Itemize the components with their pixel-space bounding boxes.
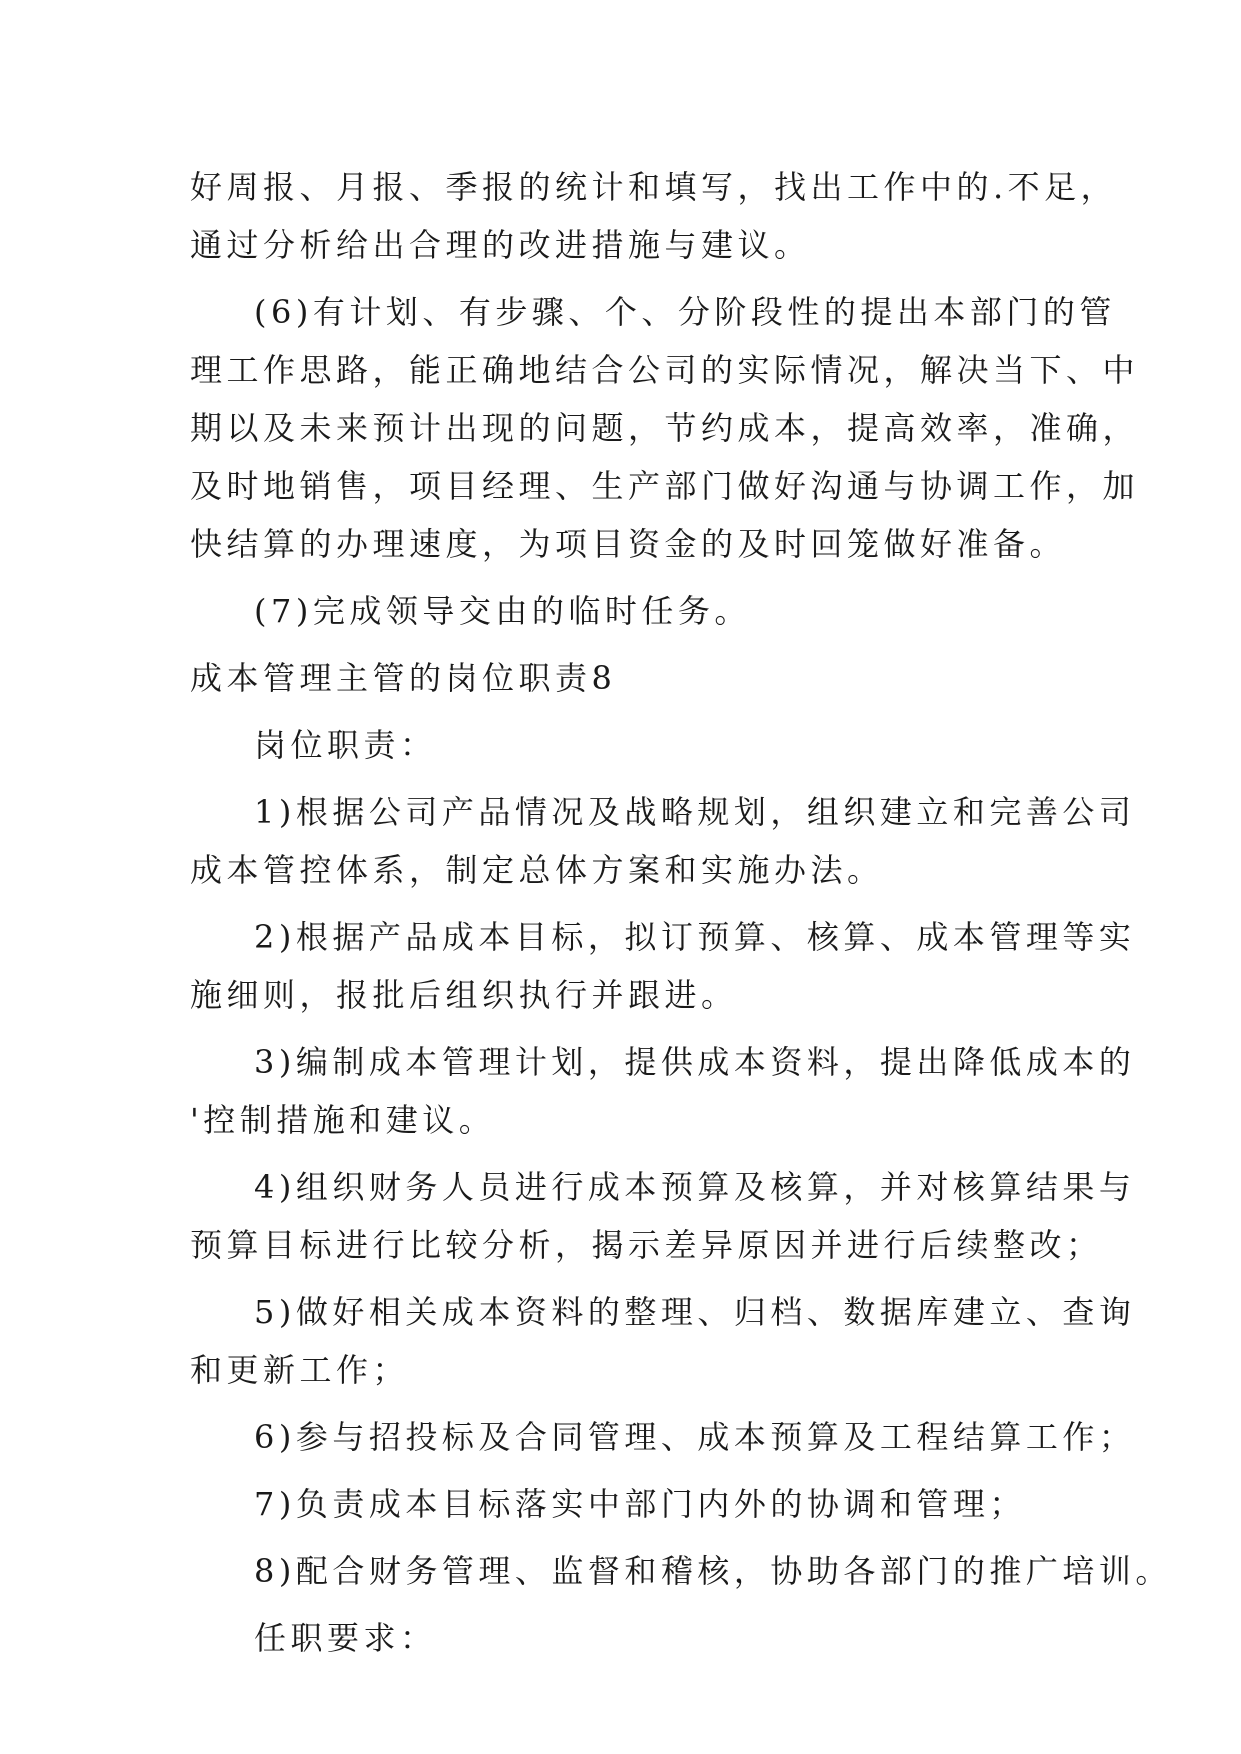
text-line: 及时地销售，项目经理、生产部门做好沟通与协调工作，加 — [190, 467, 1140, 505]
document-body — [190, 158, 1172, 1676]
text-line: 3)编制成本管理计划，提供成本资料，提出降低成本的 — [254, 1043, 1136, 1081]
text-line: 理工作思路，能正确地结合公司的实际情况，解决当下、中 — [190, 351, 1140, 389]
text-line: 4)组织财务人员进行成本预算及核算，并对核算结果与 — [254, 1168, 1136, 1206]
paragraph — [190, 283, 1140, 573]
paragraph — [190, 1475, 1070, 1533]
text-line: 8)配合财务管理、监督和稽核，协助各部门的推广培训。 — [254, 1552, 1172, 1590]
text-line: 岗位职责： — [254, 726, 437, 764]
paragraph — [190, 582, 1070, 640]
text-line: 1)根据公司产品情况及战略规划，组织建立和完善公司 — [254, 793, 1136, 831]
text-line: 5)做好相关成本资料的整理、归档、数据库建立、查询 — [254, 1293, 1136, 1331]
paragraph — [190, 783, 1136, 899]
text-line: 和更新工作； — [190, 1351, 410, 1389]
paragraph — [190, 1609, 1070, 1667]
paragraph — [190, 1408, 1136, 1466]
text-line: 任职要求： — [254, 1619, 437, 1657]
text-line: 成本管控体系，制定总体方案和实施办法。 — [190, 851, 884, 889]
text-line: 施细则，报批后组织执行并跟进。 — [190, 976, 738, 1014]
paragraph — [190, 1158, 1136, 1274]
text-line: '控制措施和建议。 — [190, 1101, 496, 1139]
paragraph — [190, 908, 1136, 1024]
paragraph — [190, 158, 1118, 274]
heading-text: 成本管理主管的岗位职责8 — [190, 659, 617, 697]
text-line: 通过分析给出合理的改进措施与建议。 — [190, 226, 811, 264]
text-line: (6)有计划、有步骤、个、分阶段性的提出本部门的管 — [254, 293, 1116, 331]
text-line: 好周报、月报、季报的统计和填写，找出工作中的.不足， — [190, 168, 1118, 206]
text-line: 7)负责成本目标落实中部门内外的协调和管理； — [254, 1485, 1026, 1523]
paragraph — [190, 1033, 1136, 1149]
paragraph — [190, 716, 1070, 774]
text-line: 期以及未来预计出现的问题，节约成本，提高效率，准确， — [190, 409, 1140, 447]
text-line: 预算目标进行比较分析，揭示差异原因并进行后续整改； — [190, 1226, 1103, 1264]
text-line: 6)参与招投标及合同管理、成本预算及工程结算工作； — [254, 1418, 1136, 1456]
section-heading — [190, 649, 1070, 707]
paragraph — [190, 1542, 1172, 1600]
text-line: 快结算的办理速度，为项目资金的及时回笼做好准备。 — [190, 525, 1067, 563]
text-line: (7)完成领导交由的临时任务。 — [254, 592, 751, 630]
text-line: 2)根据产品成本目标，拟订预算、核算、成本管理等实 — [254, 918, 1136, 956]
paragraph — [190, 1283, 1136, 1399]
